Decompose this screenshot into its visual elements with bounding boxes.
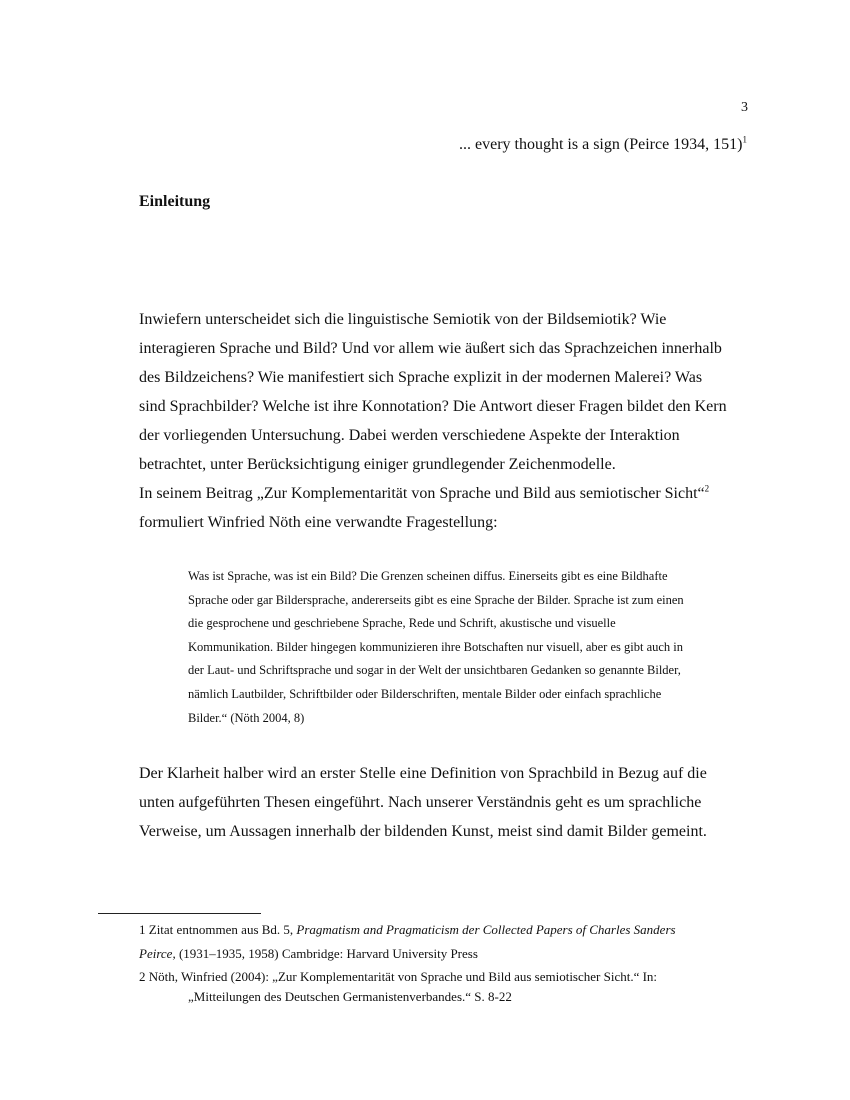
paragraph-2-line-2: formuliert Winfried Nöth eine verwandte Fragestellung:: [139, 514, 498, 531]
quote-line: nämlich Lautbilder, Schriftbilder oder Bilderschriften, mentale Bilder oder einfach sprachliche: [188, 686, 662, 701]
epigraph-text: ... every thought is a sign (Peirce 1934, 151): [459, 136, 743, 153]
footnote-separator: [98, 913, 261, 914]
paragraph-line: Inwiefern unterscheidet sich die linguistische Semiotik von der Bildsemiotik? Wie: [139, 311, 667, 328]
quote-line: die gesprochene und geschriebene Sprache, Rede und Schrift, akustische und visuelle: [188, 616, 616, 631]
paragraph-2-line-1: [139, 479, 759, 508]
quote-line: Sprache oder gar Bildersprache, andererseits gibt es eine Sprache der Bilder. Sprache ist zum einen: [188, 592, 684, 607]
footnote-ref-1: 1: [742, 134, 747, 145]
paragraph-line: des Bildzeichens? Wie manifestiert sich Sprache explizit in der modernen Malerei? Was: [139, 369, 703, 386]
quote-line: Kommunikation. Bilder hingegen kommunizieren ihre Botschaften nur visuell, aber es gibt auch in: [188, 639, 684, 654]
paragraph-line: betrachtet, unter Berücksichtigung einiger grundlegender Zeichenmodelle.: [139, 456, 616, 473]
footnote-ref-2: 2: [704, 483, 710, 494]
quote-line: Was ist Sprache, was ist ein Bild? Die Grenzen scheinen diffus. Einerseits gibt es eine Bildhafte: [188, 569, 668, 583]
footnote-1-title: Pragmatism and Pragmaticism der Collected Papers of Charles Sanders: [296, 922, 676, 937]
footnote-1-line-2: [139, 942, 739, 966]
footnote-2-line-2: „Mitteilungen des Deutschen Germanistenverbandes.“ S. 8-22: [188, 989, 512, 1004]
footnote-1-prefix: 1 Zitat entnommen aus Bd. 5,: [139, 922, 297, 937]
footnote-2-line-1: 2 Nöth, Winfried (2004): „Zur Komplementarität von Sprache und Bild aus semiotischer Sicht.“ In:: [139, 969, 658, 984]
footnotes: [139, 918, 739, 1006]
blockquote: [188, 565, 748, 730]
paragraph-1: [139, 305, 759, 537]
paragraph-line: der vorliegenden Untersuchung. Dabei werden verschiedene Aspekte der Interaktion: [139, 427, 680, 444]
paragraph-3: [139, 759, 759, 846]
quote-line: Bilder.“ (Nöth 2004, 8): [188, 710, 305, 725]
paragraph-line: Der Klarheit halber wird an erster Stelle eine Definition von Sprachbild in Bezug auf die: [139, 765, 707, 782]
paragraph-line: sind Sprachbilder? Welche ist ihre Konnotation? Die Antwort dieser Fragen bildet den Kern: [139, 398, 727, 415]
section-heading: Einleitung: [139, 193, 211, 210]
quote-line: der Laut- und Schriftsprache und sogar in der Welt der unsichtbaren Gedanken so genannte Bilder,: [188, 663, 681, 678]
paragraph-line: Verweise, um Aussagen innerhalb der bildenden Kunst, meist sind damit Bilder gemeint.: [139, 823, 707, 840]
paragraph-line: unten aufgeführten Thesen eingeführt. Nach unserer Verständnis geht es um sprachliche: [139, 794, 702, 811]
epigraph: [300, 136, 747, 154]
footnote-1-rest: (1931–1935, 1958) Cambridge: Harvard University Press: [175, 946, 478, 961]
paragraph-line: interagieren Sprache und Bild? Und vor allem wie äußert sich das Sprachzeichen innerhalb: [139, 340, 722, 357]
footnote-1-title-end: Peirce,: [139, 946, 176, 961]
footnote-1-line-1: [139, 918, 739, 942]
page-number: 3: [741, 100, 748, 115]
paragraph-2-text: In seinem Beitrag „Zur Komplementarität von Sprache und Bild aus semiotischer Sicht“: [139, 485, 705, 502]
